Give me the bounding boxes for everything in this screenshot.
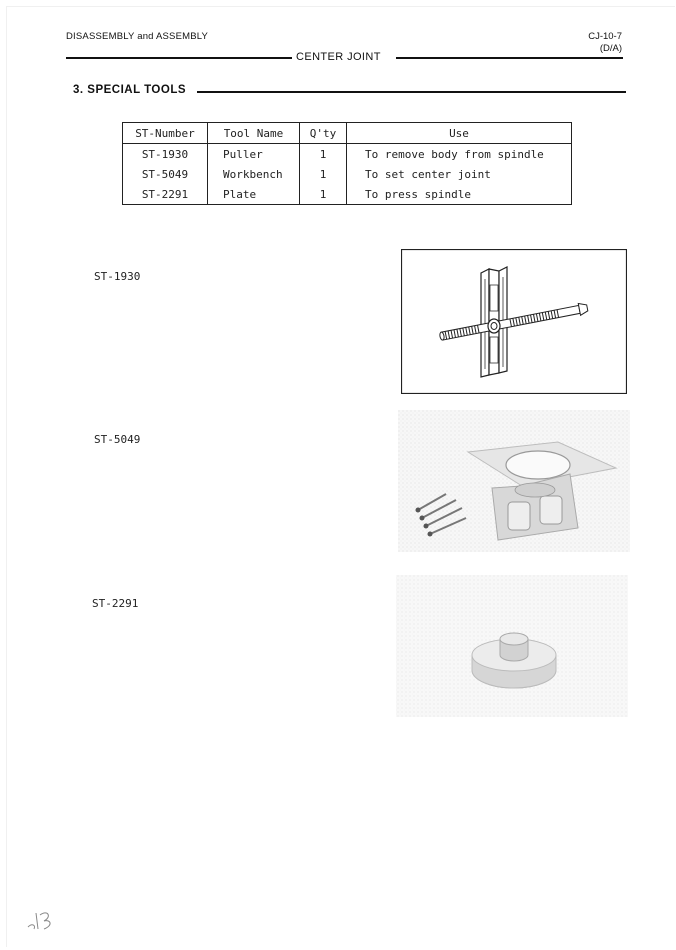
table-cell: To remove body from spindle (347, 144, 572, 165)
column-header: ST-Number (123, 123, 208, 144)
handwritten-mark (22, 905, 62, 935)
header-rule-right (396, 57, 623, 59)
section-title: 3. SPECIAL TOOLS (73, 84, 187, 96)
table-cell: 1 (300, 164, 347, 184)
page-variant: (D/A) (599, 43, 622, 54)
header-section-title: DISASSEMBLY and ASSEMBLY (66, 31, 209, 42)
section-rule (197, 91, 626, 93)
column-header: Q'ty (300, 123, 347, 144)
table-cell: To press spindle (347, 184, 572, 205)
figure-label-st-5049: ST-5049 (94, 433, 141, 446)
table-cell: 1 (300, 184, 347, 205)
header-page-code (588, 31, 622, 55)
chapter-title: CENTER JOINT (296, 51, 381, 63)
table-cell: ST-5049 (123, 164, 208, 184)
workbench-illustration (398, 410, 630, 552)
header-rule-left (66, 57, 292, 59)
puller-illustration (401, 249, 627, 394)
table-row (123, 164, 572, 184)
table-cell: ST-1930 (123, 144, 208, 165)
special-tools-table (122, 122, 572, 205)
table-cell: Puller (208, 144, 300, 165)
table-cell: Workbench (208, 164, 300, 184)
table-cell: Plate (208, 184, 300, 205)
table-cell: 1 (300, 144, 347, 165)
table-cell: To set center joint (347, 164, 572, 184)
table-cell: ST-2291 (123, 184, 208, 205)
column-header: Use (347, 123, 572, 144)
page-code: CJ-10-7 (588, 31, 622, 42)
figure-label-st-1930: ST-1930 (94, 270, 141, 283)
table-row (123, 144, 572, 165)
column-header: Tool Name (208, 123, 300, 144)
table-header-row (123, 123, 572, 144)
figure-label-st-2291: ST-2291 (92, 597, 139, 610)
plate-illustration (396, 575, 628, 717)
table-row (123, 184, 572, 205)
